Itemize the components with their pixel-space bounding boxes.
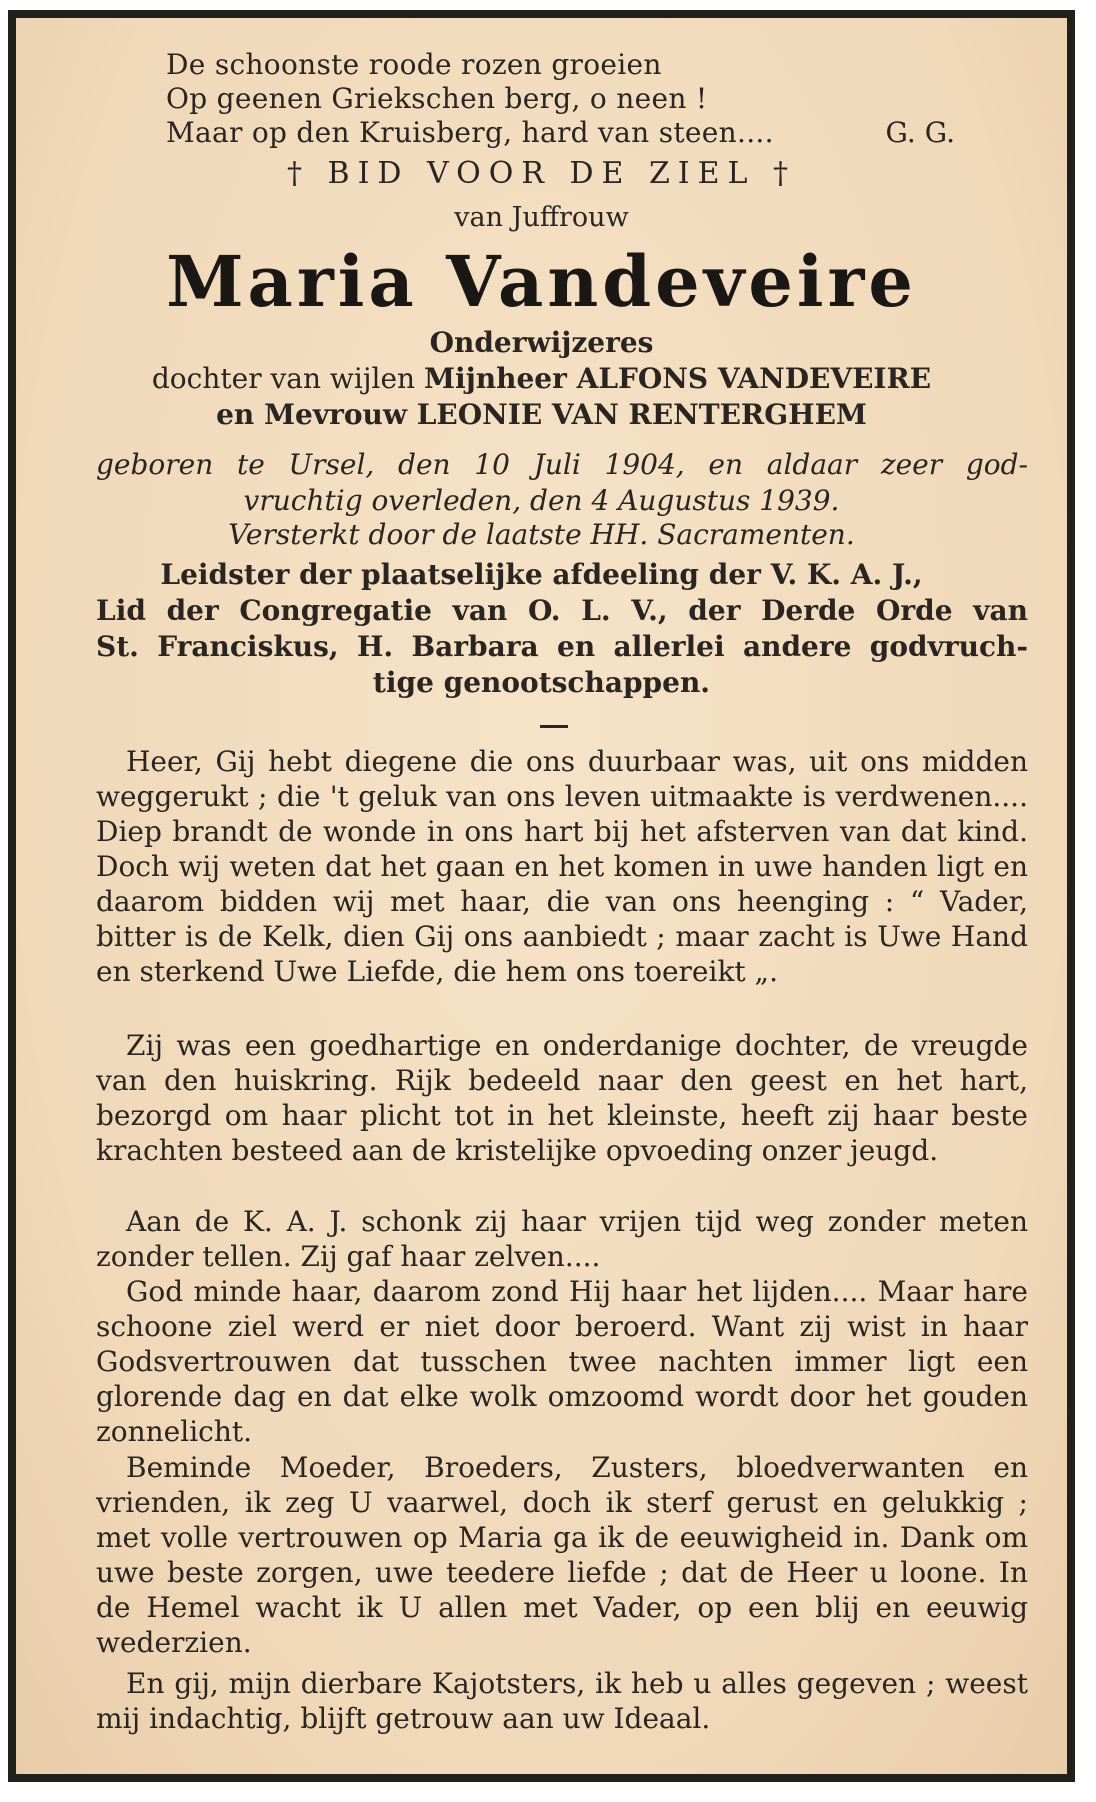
poem-signature: G. G. <box>885 116 955 149</box>
father-prefix: dochter van wijlen <box>151 362 416 395</box>
card-paper <box>16 18 1067 1774</box>
mother-line <box>16 398 1067 431</box>
memorial-card <box>8 10 1075 1782</box>
mother-name: en Mevrouw LEONIE VAN RENTERGHEM <box>216 398 867 431</box>
separator-dash <box>540 725 568 728</box>
deceased-name: Maria Vandeveire <box>166 240 917 323</box>
birth-line: geboren te Ursel, den 10 Juli 1904, en aldaar zeer god- <box>96 448 1028 481</box>
father-name: Mijnheer ALFONS VANDEVEIRE <box>424 362 932 395</box>
membership-line-4: tige genootschappen. <box>372 666 711 699</box>
father-line <box>16 362 1067 395</box>
membership-line-3: St. Franciskus, H. Barbara en allerlei andere godvruch- <box>96 630 1028 663</box>
paragraph-character: Zij was een goedhartige en onderdanige dochter, de vreugde van den huiskring. Rijk bedeeld naar den geest en het hart, bezorgd om haar plicht tot in het kleinste, heeft zij haar beste krachten besteed aan de kristelijke opvoeding onzer jeugd. <box>96 1029 1028 1167</box>
paragraph-prayer: Heer, Gij hebt diegene die ons duurbaar was, uit ons midden weggerukt ; die 't geluk van ons leven uitmaakte is verdwenen.... Diep brandt de wonde in ons hart bij het afsterven van dat kind. Doch wij weten dat het gaan en het komen in uwe handen ligt en daarom bidden wij met haar, die van ons heenging : “ Vader, bitter is de Kelk, dien Gij ons aanbiedt ; maar zacht is Uwe Hand en sterkend Uwe Liefde, die hem ons toereikt „. <box>96 745 1028 988</box>
paragraph-kaj: Aan de K. A. J. schonk zij haar vrijen tijd weg zonder meten zonder tellen. Zij gaf haar zelven.... <box>96 1205 1028 1273</box>
title-prefix: van Juffrouw <box>454 202 629 233</box>
poem-line-3: Maar op den Kruisberg, hard van steen.... <box>166 116 774 149</box>
poem-line-1: De schoonste roode rozen groeien <box>166 48 662 81</box>
paragraph-farewell: Beminde Moeder, Broeders, Zusters, bloedverwanten en vrienden, ik zeg U vaarwel, doch ik sterf gerust en gelukkig ; met volle vertrouwen op Maria ga ik de eeuwigheid in. Dank om uwe beste zorgen, uwe teedere liefde ; dat de Heer u loone. In de Hemel wacht ik U allen met Vader, op een blij en eeuwig wederzien. <box>96 1451 1028 1659</box>
paragraph-suffering: God minde haar, daarom zond Hij haar het lijden.... Maar hare schoone ziel werd er niet door beroerd. Want zij wist in haar Godsvertrouwen dat tusschen twee nachten immer ligt een glorende dag en dat elke wolk omzoomd wordt door het gouden zonnelicht. <box>96 1275 1028 1448</box>
membership-line-1: Leidster der plaatselijke afdeeling der V. K. A. J., <box>160 558 923 591</box>
poem-line-2: Op geenen Griekschen berg, o neen ! <box>166 82 708 115</box>
membership-line-2: Lid der Congregatie van O. L. V., der Derde Orde van <box>96 594 1028 627</box>
occupation: Onderwijzeres <box>429 326 654 359</box>
paragraph-kajotsters: En gij, mijn dierbare Kajotsters, ik heb u alles gegeven ; weest mij indachtig, blijft getrouw aan uw Ideaal. <box>96 1667 1028 1735</box>
prayer-heading: † BID VOOR DE ZIEL † <box>286 156 796 191</box>
death-line: vruchtig overleden, den 4 Augustus 1939. <box>243 484 840 517</box>
sacraments-line: Versterkt door de laatste HH. Sacramenten. <box>228 518 855 551</box>
